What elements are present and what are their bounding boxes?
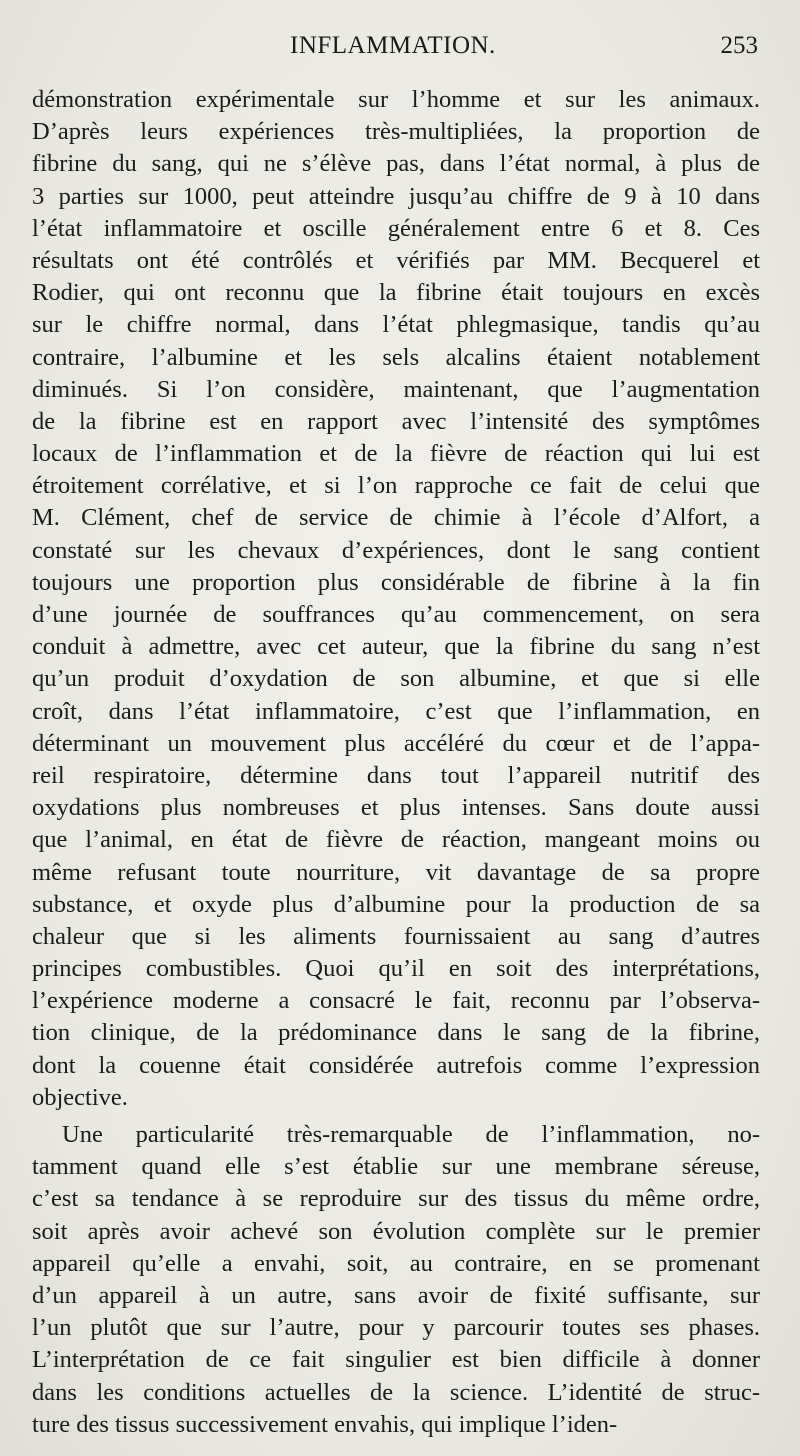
text-line: fibrine du sang, qui ne s’élève pas, dans l’état normal, à plus de — [32, 150, 760, 178]
text-line: même refusant toute nourriture, vit davantage de sa propre — [32, 858, 760, 886]
text-line: démonstration expérimentale sur l’homme et sur les animaux. — [32, 86, 760, 113]
body-text — [32, 84, 760, 1441]
text-line: croît, dans l’état inflammatoire, c’est que l’inflammation, en — [32, 697, 760, 725]
text-line: dont la couenne était considérée autrefois comme l’expression — [32, 1051, 760, 1079]
text-line: Une particularité très-remarquable de l’inflammation, no- — [62, 1121, 760, 1148]
text-line: c’est sa tendance à se reproduire sur des tissus du même ordre, — [32, 1185, 760, 1213]
text-line: dans les conditions actuelles de la science. L’identité de struc- — [32, 1378, 760, 1406]
text-line: toujours une proportion plus considérable de fibrine à la fin — [32, 568, 760, 596]
text-line: diminués. Si l’on considère, maintenant, que l’augmentation — [32, 375, 760, 403]
text-line: D’après leurs expériences très-multipliées, la proportion de — [32, 118, 760, 146]
text-line: chaleur que si les aliments fournissaient au sang d’autres — [32, 922, 760, 950]
text-line: reil respiratoire, détermine dans tout l’appareil nutritif des — [32, 761, 760, 789]
text-line: substance, et oxyde plus d’albumine pour la production de sa — [32, 890, 760, 918]
paragraph — [32, 1119, 760, 1441]
text-line: sur le chiffre normal, dans l’état phlegmasique, tandis qu’au — [32, 311, 760, 339]
text-line: que l’animal, en état de fièvre de réaction, mangeant moins ou — [32, 826, 760, 854]
text-line: l’un plutôt que sur l’autre, pour y parcourir toutes ses phases. — [32, 1314, 760, 1342]
text-line: tion clinique, de la prédominance dans le sang de la fibrine, — [32, 1019, 760, 1047]
text-line: constaté sur les chevaux d’expériences, dont le sang contient — [32, 536, 760, 564]
text-line: conduit à admettre, avec cet auteur, que la fibrine du sang n’est — [32, 633, 760, 661]
text-line: de la fibrine est en rapport avec l’intensité des symptômes — [32, 407, 760, 435]
text-line: qu’un produit d’oxydation de son albumine, et que si elle — [32, 665, 760, 693]
page-number: 253 — [720, 32, 758, 59]
text-line: contraire, l’albumine et les sels alcalins étaient notablement — [32, 343, 760, 371]
paragraph — [32, 84, 760, 1114]
text-line: d’un appareil à un autre, sans avoir de fixité suffisante, sur — [32, 1281, 760, 1309]
text-line: L’interprétation de ce fait singulier est bien difficile à donner — [32, 1346, 760, 1374]
running-head — [0, 32, 800, 66]
text-line: résultats ont été contrôlés et vérifiés par MM. Becquerel et — [32, 246, 760, 274]
text-line: objective. — [32, 1083, 128, 1111]
text-line: principes combustibles. Quoi qu’il en soit des interprétations, — [32, 955, 760, 983]
text-line: ture des tissus successivement envahis, qui implique l’iden- — [32, 1410, 618, 1438]
text-line: l’état inflammatoire et oscille généralement entre 6 et 8. Ces — [32, 214, 760, 242]
text-line: étroitement corrélative, et si l’on rapproche ce fait de celui que — [32, 472, 760, 500]
text-line: appareil qu’elle a envahi, soit, au contraire, en se promenant — [32, 1249, 760, 1277]
text-line: Rodier, qui ont reconnu que la fibrine était toujours en excès — [32, 279, 760, 307]
running-head-title: INFLAMMATION. — [290, 32, 496, 59]
text-line: déterminant un mouvement plus accéléré du cœur et de l’appa- — [32, 729, 760, 757]
text-line: 3 parties sur 1000, peut atteindre jusqu’au chiffre de 9 à 10 dans — [32, 182, 760, 210]
text-line: soit après avoir achevé son évolution complète sur le premier — [32, 1217, 760, 1245]
text-line: tamment quand elle s’est établie sur une membrane séreuse, — [32, 1153, 760, 1181]
text-line: d’une journée de souffrances qu’au commencement, on sera — [32, 601, 760, 628]
text-line: M. Clément, chef de service de chimie à l’école d’Alfort, a — [32, 504, 760, 532]
text-line: l’expérience moderne a consacré le fait, reconnu par l’observa- — [32, 987, 760, 1015]
text-line: locaux de l’inflammation et de la fièvre de réaction qui lui est — [32, 440, 760, 468]
text-line: oxydations plus nombreuses et plus intenses. Sans doute aussi — [32, 794, 760, 822]
